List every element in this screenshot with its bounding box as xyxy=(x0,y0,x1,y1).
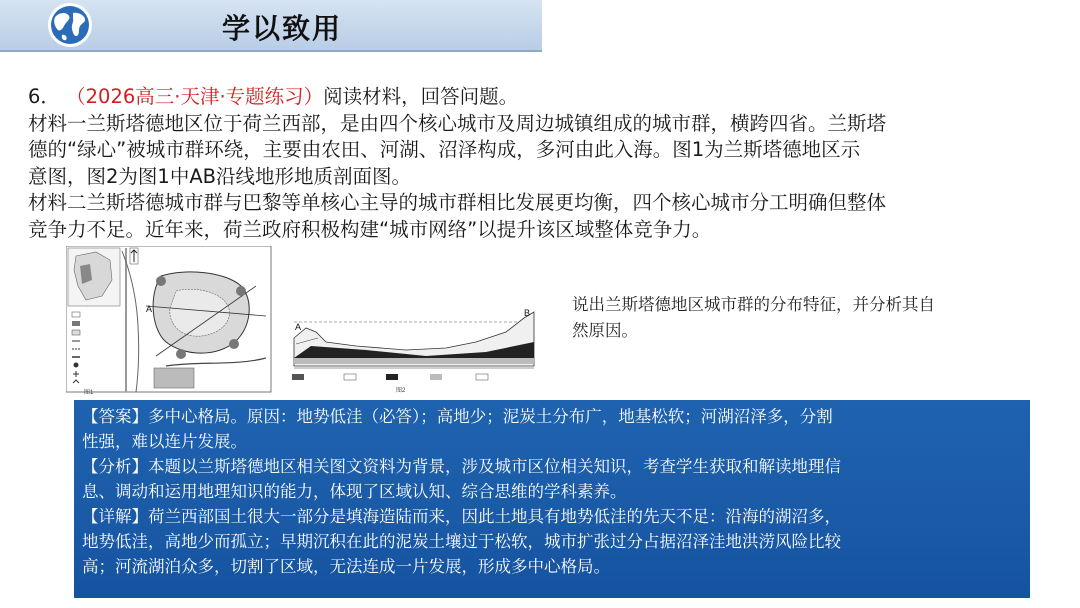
answer-box xyxy=(74,400,1030,598)
section-header xyxy=(0,0,542,52)
question-line: 材料二兰斯塔德城市群与巴黎等单核心主导的城市群相比发展更均衡，四个核心城市分工明确但整体 xyxy=(28,191,887,214)
prompt-line: 说出兰斯塔德地区城市群的分布特征，并分析其自 xyxy=(572,295,935,314)
question-prompt xyxy=(572,292,1042,344)
question-line: 德的“绿心”被城市群环绕，主要由农田、河湖、沼泽构成，多河由此入海。图1为兰斯塔德地区示 xyxy=(28,138,861,161)
map-and-profile-figure xyxy=(66,246,544,396)
prompt-line: 然原因。 xyxy=(572,321,638,340)
question-block xyxy=(28,84,1028,243)
question-line: 竞争力不足。近年来，荷兰政府积极构建“城市网络”以提升该区域整体竞争力。 xyxy=(28,217,712,241)
question-line: 意图，图2为图1中AB沿线地形地质剖面图。 xyxy=(28,164,412,188)
question-heading xyxy=(28,84,1028,111)
answer-line: 性强，难以连片发展。 xyxy=(82,432,247,451)
detail-line: 地势低洼，高地少而孤立；早期沉积在此的泥炭土壤过于松软，城市扩张过分占据沼泽洼地洪涝风险比较 xyxy=(82,532,841,551)
globe-icon xyxy=(40,2,100,48)
question-source: （2026高三·天津·专题练习） xyxy=(66,85,324,108)
detail-line: 【详解】荷兰西部国土很大一部分是填海造陆而来，因此土地具有地势低洼的先天不足：沿海的湖沼多， xyxy=(82,507,841,526)
question-line: 材料一兰斯塔德地区位于荷兰西部，是由四个核心城市及周边城镇组成的城市群，横跨四省。兰斯塔 xyxy=(28,111,887,135)
fig1-map xyxy=(66,246,271,396)
analysis-line: 【分析】本题以兰斯塔德地区相关图文资料为背景，涉及城市区位相关知识，考查学生获取和解读地理信 xyxy=(82,457,841,476)
question-number: 6． xyxy=(28,85,60,108)
fig1-label-a: A xyxy=(146,304,153,314)
fig1-caption: 图1 xyxy=(84,390,94,396)
fig2-label-a: A xyxy=(295,322,302,332)
page-title: 学以致用 xyxy=(222,12,343,45)
fig2-label-b: B xyxy=(524,308,531,318)
fig2-profile xyxy=(292,308,534,394)
question-intro: 阅读材料，回答问题。 xyxy=(323,85,519,108)
analysis-line: 息、调动和运用地理知识的能力，体现了区域认知、综合思维的学科素养。 xyxy=(82,482,627,501)
fig2-caption: 图2 xyxy=(396,388,406,394)
detail-line: 高；河流湖泊众多，切割了区域，无法连成一片发展，形成多中心格局。 xyxy=(82,557,610,576)
answer-line: 【答案】多中心格局。原因：地势低洼（必答）；高地少；泥炭土分布广，地基松软；河湖沼泽多，分割 xyxy=(82,407,833,426)
